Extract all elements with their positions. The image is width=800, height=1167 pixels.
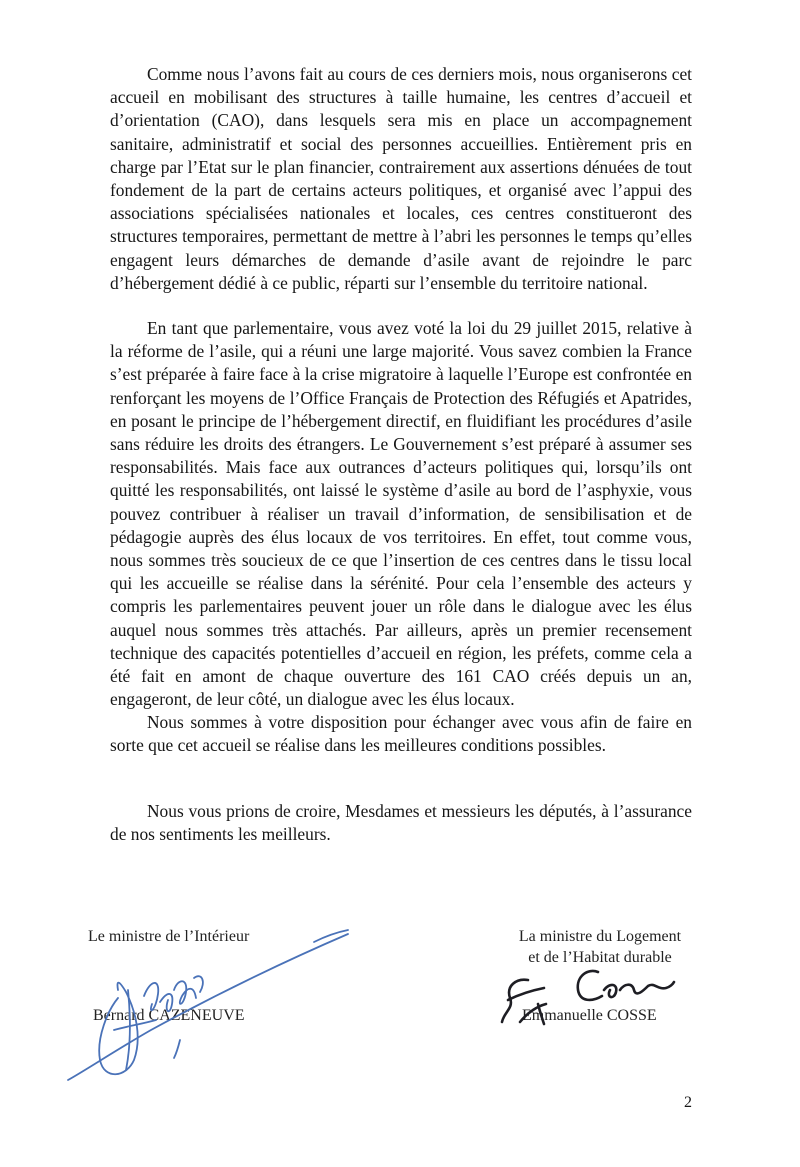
paragraph-text: Comme nous l’avons fait au cours de ces derniers mois, nous organiserons cet accueil en mobilisant des structures à taille humaine, les centres d’accueil et d’orientation (CAO), dans lesquels sera mis en place un accompagnement sanitaire, administratif et social des personnes accueillies. Entièrement pris en charge par l’Etat sur le plan financier, contrairement aux assertions dénuées de tout fondement de la part de certains acteurs politiques, et organisé avec l’appui des associations spécialisées nationales et locales, ces centres constitueront des structures temporaires, permettant de mettre à l’abri les personnes le temps qu’elles engagent leurs démarches de demande d’asile avant de rejoindre le parc d’hébergement dédié à ce public, réparti sur l’ensemble du territoire national.	[110, 64, 692, 293]
signatory-title-line-1: La ministre du Logement	[518, 928, 682, 945]
signatory-name: Bernard CAZENEUVE	[93, 1007, 245, 1024]
letter-body-paragraph-1	[110, 63, 692, 295]
signatory-interior-minister	[88, 926, 328, 1024]
paragraph-text: Nous sommes à votre disposition pour échanger avec vous afin de faire en sorte que cet accueil se réalise dans les meilleures conditions possibles.	[110, 712, 692, 756]
page-number: 2	[684, 1094, 692, 1111]
letter-body-paragraph-3	[110, 711, 692, 757]
paragraph-text: Nous vous prions de croire, Mesdames et messieurs les députés, à l’assurance de nos sentiments les meilleurs.	[110, 801, 692, 845]
signatory-name: Emmanuelle COSSE	[522, 1007, 657, 1024]
paragraph-text: En tant que parlementaire, vous avez voté la loi du 29 juillet 2015, relative à la réforme de l’asile, qui a réuni une large majorité. Vous savez combien la France s’est préparée à faire face à la crise migratoire à laquelle l’Europe est confrontée en renforçant les moyens de l’Office Français de Protection des Réfugiés et Apatrides, en posant le principe de l’hébergement directif, en fluidifiant les procédures d’asile sans réduire les droits des étrangers. Le Gouvernement s’est préparé à assumer ses responsabilités. Mais face aux outrances d’acteurs politiques qui, lorsqu’ils ont quitté les responsabilités, ont laissé le système d’asile au bord de l’asphyxie, vous pouvez contribuer à réaliser un travail d’information, de sensibilisation et de pédagogie auprès des élus locaux de vos territoires. En effet, tout comme vous, nous sommes très soucieux de ce que l’insertion de ces centres dans le tissu local qui les accueille se réalise dans la sérénité. Pour cela l’ensemble des acteurs y compris les parlementaires peuvent jouer un rôle dans le dialogue avec les élus auquel nous sommes très attachés. Par ailleurs, après un premier recensement technique des capacités potentielles d’accueil en région, les préfets, comme cela a été fait en amont de chaque ouverture des 161 CAO créés depuis un an, engageront, de leur côté, un dialogue avec les élus locaux.	[110, 318, 692, 710]
closing-formula	[110, 800, 692, 846]
signatory-title-line-2: et de l’Habitat durable	[528, 949, 672, 966]
signatory-housing-minister	[500, 926, 700, 1024]
signatory-title: Le ministre de l’Intérieur	[88, 928, 250, 945]
letter-body-paragraph-2	[110, 317, 692, 711]
